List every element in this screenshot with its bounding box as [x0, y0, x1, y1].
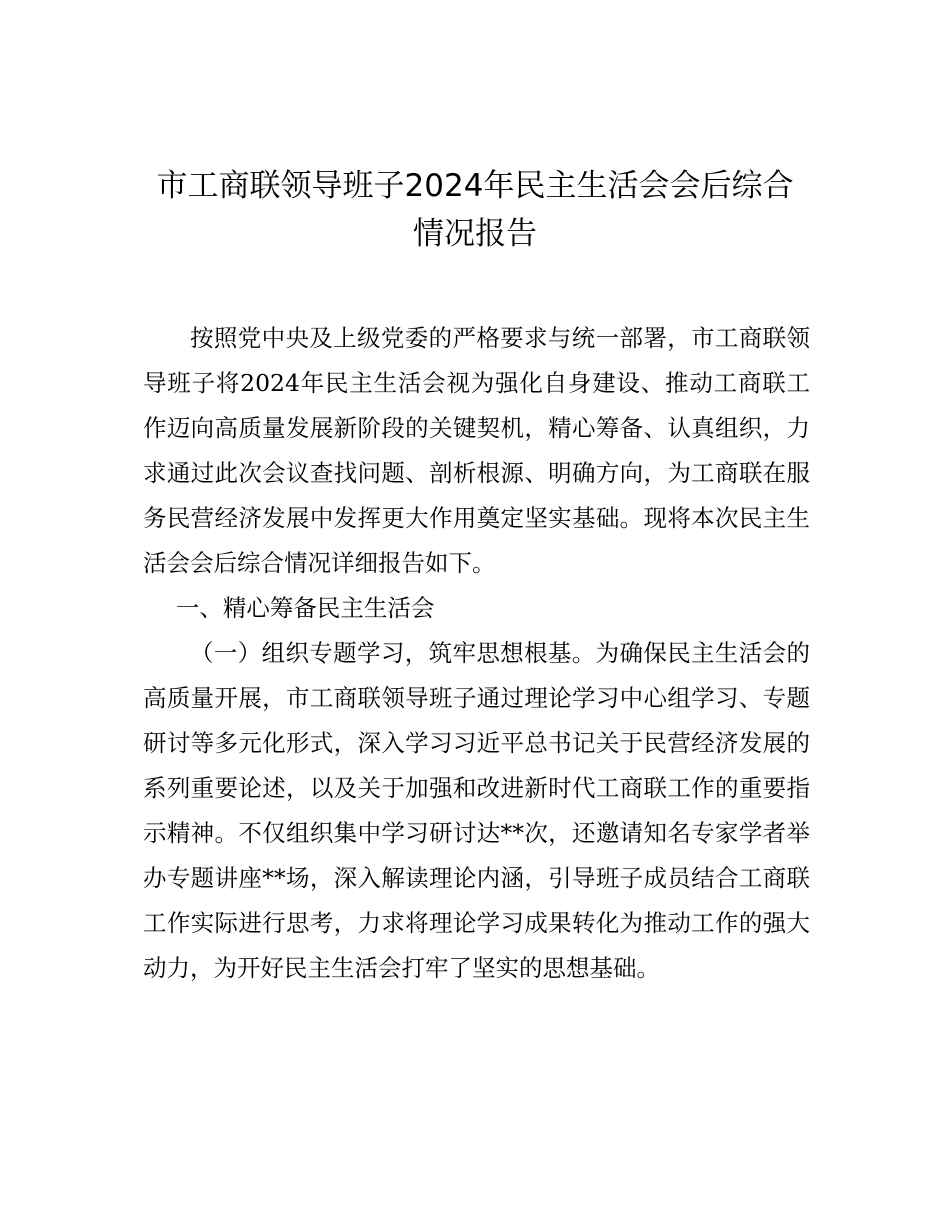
- title-line-2: 情况报告: [413, 216, 537, 252]
- document-title: [100, 162, 850, 258]
- title-line-1: 市工商联领导班子2024年民主生活会会后综合: [156, 168, 794, 204]
- intro-paragraph: 按照党中央及上级党委的严格要求与统一部署，市工商联领导班子将2024年民主生活会视为强化自身建设、推动工商联工作迈向高质量发展新阶段的关键契机，精心筹备、认真组织，力求通过此次会议查找问题、剖析根源、明确方向，为工商联在服务民营经济发展中发挥更大作用奠定坚实基础。现将本次民主生活会会后综合情况详细报告如下。: [143, 324, 810, 577]
- section-1-heading: 一、精心筹备民主生活会: [175, 594, 435, 622]
- section-1-paragraph-1: （一）组织专题学习，筑牢思想根基。为确保民主生活会的高质量开展，市工商联领导班子通过理论学习中心组学习、专题研讨等多元化形式，深入学习习近平总书记关于民营经济发展的系列重要论述，以及关于加强和改进新时代工商联工作的重要指示精神。不仅组织集中学习研讨达**次，还邀请知名专家学者举办专题讲座**场，深入解读理论内涵，引导班子成员结合工商联工作实际进行思考，力求将理论学习成果转化为推动工作的强大动力，为开好民主生活会打牢了坚实的思想基础。: [143, 639, 810, 982]
- document-body: [143, 316, 810, 991]
